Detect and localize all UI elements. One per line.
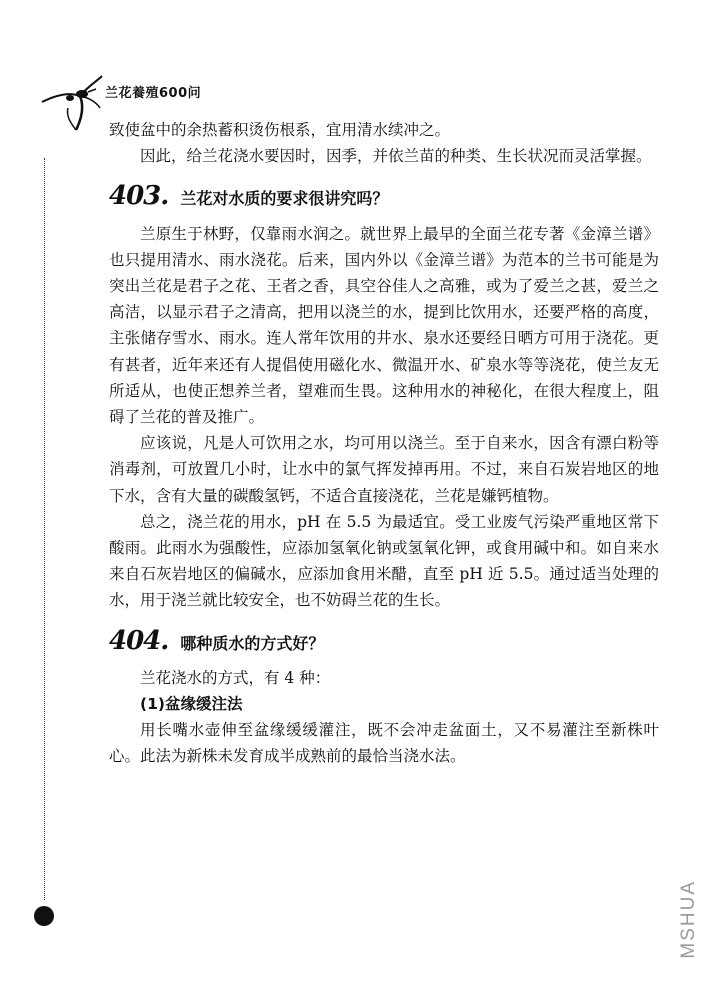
question-title: 兰花对水质的要求很讲究吗？	[180, 189, 389, 209]
question-number: 404.	[109, 625, 169, 656]
method-title: (1)盆缘缓注法	[140, 695, 243, 714]
question-title: 哪种质水的方式好？	[180, 633, 325, 653]
page-body	[109, 117, 659, 770]
intro-paragraph: 因此，给兰花浇水要因时，因季，并依兰苗的种类、生长状况而灵活掌握。	[140, 147, 652, 166]
book-title: 兰花養殖600问	[105, 86, 202, 101]
body-paragraph: 兰原生于林野，仅靠雨水润之。就世界上最早的全面兰花专著《金漳兰谱》也只提用清水、雨水浇花。后来，国内外以《金漳兰谱》为范本的兰书可能是为突出兰花是君子之花、王者之香，具空谷佳人之高雅，或为了爱兰之甚，爱兰之高洁，以显示君子之清高，把用以浇兰的水，提到比饮用水，还要严格的高度，主张储存雪水、雨水。连人常年饮用的井水、泉水还要经日晒方可用于浇花。更有甚者，近年来还有人提倡使用磁化水、微温开水、矿泉水等等浇花，使兰友无所适从，也使正想养兰者，望难而生畏。这种用水的神秘化，在很大程度上，阻碍了兰花的普及推广。	[109, 224, 659, 427]
body-paragraph: 兰花浇水的方式，有 4 种：	[140, 668, 331, 687]
watermark: MSHUA	[678, 880, 699, 959]
question-heading	[109, 183, 659, 212]
margin-dotted-rule	[44, 158, 45, 900]
margin-bullet-dot	[34, 906, 54, 926]
intro-paragraph: 致使盆中的余热蓄积烫伤根系，宜用清水续冲之。	[109, 121, 451, 139]
question-heading	[109, 625, 659, 657]
question-number: 403.	[109, 181, 169, 212]
body-paragraph: 应该说，凡是人可饮用之水，均可用以浇兰。至于自来水，因含有漂白粉等消毒剂，可放置几小时，让水中的氯气挥发掉再用。不过，来自石炭岩地区的地下水，含有大量的碳酸氢钙，不适合直接浇花，兰花是嫌钙植物。	[109, 434, 659, 505]
body-paragraph: 用长嘴水壶伸至盆缘缓缓灌注，既不会冲走盆面土，又不易灌注至新株叶心。此法为新株未发育成半成熟前的最恰当浇水法。	[109, 721, 659, 766]
body-paragraph: 总之，浇兰花的用水，pH 在 5.5 为最适宜。受工业废气污染严重地区常下酸雨。此雨水为强酸性，应添加氢氧化钠或氢氧化钾，或食用碱中和。如自来水来自石灰岩地区的偏碱水，应添加食用米醋，直至 pH 近 5.5。通过适当处理的水，用于浇兰就比较安全，也不妨碍兰花的生长。	[109, 512, 659, 610]
